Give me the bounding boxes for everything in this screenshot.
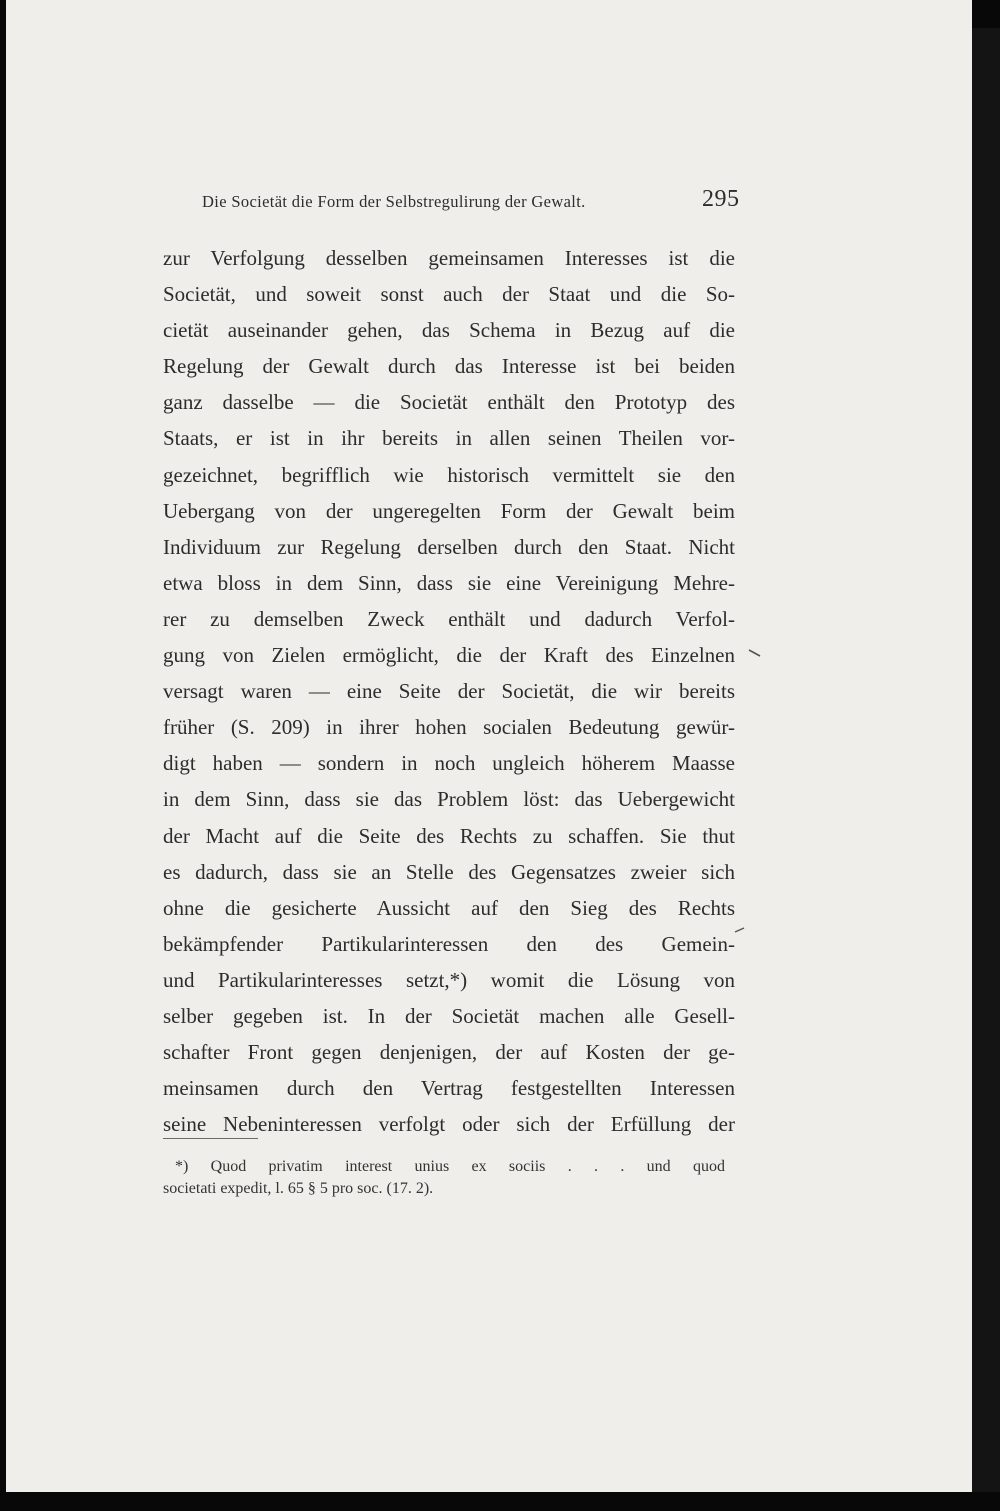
text-line: Staats, er ist in ihr bereits in allen seinen Theilen vor- [163,426,735,451]
footnote [163,1156,725,1200]
text-line: meinsamen durch den Vertrag festgestellten Interessen [163,1076,735,1101]
margin-tick-mark [734,926,746,936]
text-line: gezeichnet, begrifflich wie historisch vermittelt sie den [163,462,735,487]
header-title: Die Societät die Form der Selbstregulirung der Gewalt. [202,192,586,211]
footnote-line: *) Quod privatim interest unius ex sociis . . . und quod [175,1158,725,1175]
text-line: früher (S. 209) in ihrer hohen socialen Bedeutung gewür- [163,715,735,740]
text-line: cietät auseinander gehen, das Schema in Bezug auf die [163,318,735,343]
text-line: Uebergang von der ungeregelten Form der Gewalt beim [163,498,735,523]
text-line: der Macht auf die Seite des Rechts zu schaffen. Sie thut [163,823,735,848]
text-line: schafter Front gegen denjenigen, der auf Kosten der ge- [163,1040,735,1065]
text-line: und Partikularinteresses setzt,*) womit die Lösung von [163,967,735,992]
text-line: zur Verfolgung desselben gemeinsamen Interesses ist die [163,246,735,270]
text-line: rer zu demselben Zweck enthält und dadurch Verfol- [163,606,735,631]
text-line: ganz dasselbe — die Societät enthält den Prototyp des [163,390,735,415]
text-line: digt haben — sondern in noch ungleich höherem Maasse [163,751,735,776]
page-edge-shadow [972,28,1000,1492]
text-line: selber gegeben ist. In der Societät machen alle Gesell- [163,1003,735,1028]
text-line: Regelung der Gewalt durch das Interesse ist bei beiden [163,354,735,379]
text-line: gung von Zielen ermöglicht, die der Kraft des Einzelnen [163,643,735,668]
text-line: versagt waren — eine Seite der Societät, die wir bereits [163,679,735,704]
text-line: Individuum zur Regelung derselben durch den Staat. Nicht [163,534,735,559]
footnote-line: societati expedit, l. 65 § 5 pro soc. (17. 2). [163,1180,434,1197]
text-line: seine Nebeninteressen verfolgt oder sich der Erfüllung der [163,1112,735,1137]
text-line: in dem Sinn, dass sie das Problem löst: das Uebergewicht [163,787,735,812]
text-line: etwa bloss in dem Sinn, dass sie eine Vereinigung Mehre- [163,570,735,595]
page-number: 295 [702,186,740,212]
text-line: Societät, und soweit sonst auch der Staat und die So- [163,282,735,307]
body-text [163,240,735,1142]
text-line: bekämpfender Partikularinteressen den des Gemein- [163,931,735,956]
margin-tick-mark [748,648,762,658]
footnote-rule [163,1138,258,1139]
text-line: ohne die gesicherte Aussicht auf den Sieg des Rechts [163,895,735,920]
running-header [202,186,762,220]
text-line: es dadurch, dass sie an Stelle des Gegensatzes zweier sich [163,859,735,884]
